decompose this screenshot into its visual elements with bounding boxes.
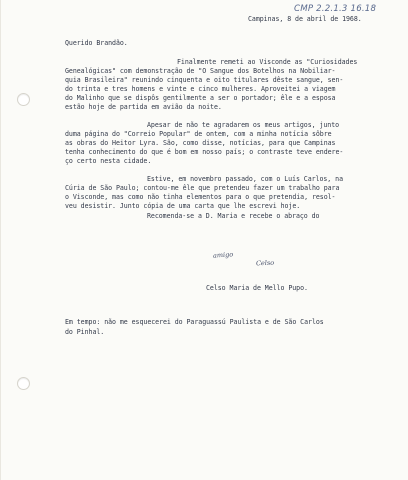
binder-hole bbox=[17, 93, 30, 106]
signature-name: Celso Maria de Mello Pupo. bbox=[206, 284, 308, 292]
body-line: o Visconde, mas como não tinha elementos para o que pretendia, resol- bbox=[65, 193, 336, 201]
salutation: Querido Brandão. bbox=[65, 39, 128, 47]
body-line: do Malinho que se dispôs gentilmente a ser o portador; êle e a esposa bbox=[65, 94, 336, 102]
body-line: duma página do "Correio Popular" de ontem, com a minha notícia sôbre bbox=[65, 130, 332, 138]
archive-stamp: CMP 2.2.1.3 16.18 bbox=[294, 4, 377, 14]
body-line: Recomenda-se a D. Maria e recebe o abraço do bbox=[147, 212, 320, 220]
handwritten-signature: Celso bbox=[255, 258, 275, 268]
postscript-line: Em tempo: não me esquecerei do Paraguassú Paulista e de São Carlos bbox=[65, 318, 324, 326]
dateline: Campinas, 8 de abril de 1968. bbox=[248, 15, 362, 23]
handwritten-amigo: amigo bbox=[212, 250, 234, 260]
body-line: do trinta e tres homens e vinte e cinco mulheres. Aproveitei a viagem bbox=[65, 85, 336, 93]
postscript-line: do Pinhal. bbox=[65, 328, 105, 336]
body-line: Apesar de não te agradarem os meus artigos, junto bbox=[147, 121, 340, 129]
body-line: tenha conhecimento do que é bom em nosso país; o contraste teve endere- bbox=[65, 148, 344, 156]
body-line: Estive, em novembro passado, com o Luís Carlos, na bbox=[147, 175, 343, 183]
body-line: quia Brasileira" reunindo cinquenta e oito titulares dêste sangue, sen- bbox=[65, 76, 344, 84]
body-line: veu desistir. Junto cópia de uma carta que lhe escrevi hoje. bbox=[65, 202, 301, 210]
body-line: Genealógicas" com demonstração de "O Sangue dos Botelhos na Nobiliar- bbox=[65, 67, 336, 75]
body-line: ço certo nesta cidade. bbox=[65, 157, 152, 165]
body-line: estão hoje de partida em avião da noite. bbox=[65, 103, 222, 111]
body-line: Finalmente remeti ao Visconde as "Curiosidades bbox=[177, 58, 358, 66]
binder-hole bbox=[17, 377, 30, 390]
body-line: Cúria de São Paulo; contou-me êle que pretendeu fazer um trabalho para bbox=[65, 184, 340, 192]
body-line: as obras do Heitor Lyra. São, como disse, notícias, para que Campinas bbox=[65, 139, 336, 147]
